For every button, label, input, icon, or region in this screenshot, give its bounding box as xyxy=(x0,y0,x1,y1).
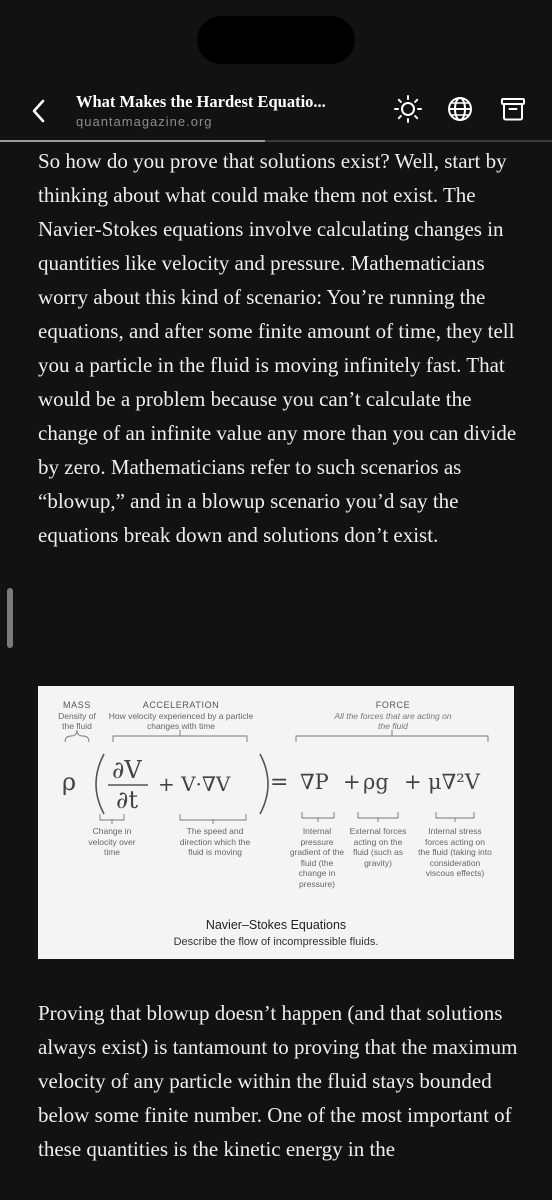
eq-gravity: ρg xyxy=(363,770,389,794)
eq-equals: = xyxy=(270,770,289,795)
eq-plus-1: + xyxy=(343,770,361,794)
page-title: What Makes the Hardest Equatio... xyxy=(76,92,326,111)
mass-heading: MASS xyxy=(63,700,91,710)
site-domain: quantamagazine.org xyxy=(76,114,213,129)
sun-icon[interactable] xyxy=(393,94,423,124)
reading-progress-fill xyxy=(0,140,265,142)
archive-icon[interactable] xyxy=(498,94,528,124)
figure-caption-title: Navier–Stokes Equations xyxy=(205,918,347,932)
eq-rho: ρ xyxy=(62,768,77,796)
mass-label xyxy=(52,700,102,732)
scrollbar-thumb[interactable] xyxy=(7,588,13,648)
globe-icon[interactable] xyxy=(445,94,475,124)
acceleration-desc: How velocity experienced by a particle changes with time xyxy=(108,710,254,731)
chevron-left-icon[interactable] xyxy=(26,94,52,128)
term-external-forces: External forces acting on the fluid (such as gravity) xyxy=(349,826,407,868)
eq-viscous: μ∇²V xyxy=(428,770,480,794)
figure-caption-subtitle: Describe the flow of incompressible fluids. xyxy=(173,936,379,948)
force-heading: FORCE xyxy=(375,700,411,710)
term-change: Change in velocity over time xyxy=(88,826,136,857)
eq-advection: + V·∇V xyxy=(158,772,231,796)
navier-stokes-figure xyxy=(38,686,514,959)
acceleration-heading: ACCELERATION xyxy=(142,700,220,710)
eq-plus-2: + xyxy=(404,770,422,794)
term-speed: The speed and direction which the fluid is moving xyxy=(179,826,251,857)
force-desc: All the forces that are acting on the fluid xyxy=(334,710,452,731)
term-internal-stress: Internal stress forces acting on the fluid (taking into consideration viscous effects) xyxy=(418,826,492,878)
force-label xyxy=(334,700,452,732)
reading-progress-bar xyxy=(0,140,552,142)
mass-desc: Density of the fluid xyxy=(58,710,96,731)
article-paragraph: Proving that blowup doesn’t happen (and that solutions always exist) is tantamount to proving that the maximum velocity of any particle within the fluid stays bounded below some finite number. One of the most important of these quantities is the kinetic energy in the xyxy=(38,1001,518,1161)
reader-toolbar xyxy=(0,80,552,142)
eq-dv: ∂V xyxy=(112,756,142,784)
article-paragraph: So how do you prove that solutions exist? Well, start by thinking about what could make them not exist. The Navier-Stokes equations involve calculating changes in quantities like velocity and pressure. Mathematicians worry about this kind of scenario: You’re running the equations, and after some finite amount of time, they tell you a particle in the fluid is moving infinitely fast. That would be a problem because you can’t calculate the change of an infinite value any more than you can divide by zero. Mathematicians refer to such scenarios as “blowup,” and in a blowup scenario you’d say the equations break down and solutions don’t exist. xyxy=(38,149,517,547)
acceleration-label xyxy=(108,700,254,732)
camera-notch xyxy=(197,16,355,64)
eq-pressure: ∇P xyxy=(300,770,329,794)
term-internal-pressure: Internal pressure gradient of the fluid (the change in pressure) xyxy=(289,826,345,889)
eq-dt: ∂t xyxy=(116,786,139,814)
